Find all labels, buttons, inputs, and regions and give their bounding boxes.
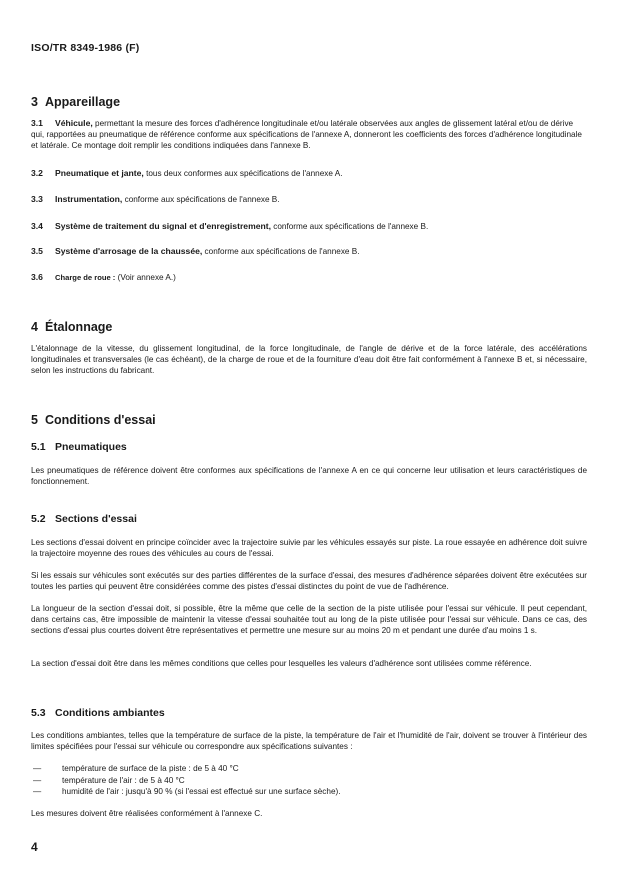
subsection-5-2-paragraph-1: Les sections d'essai doivent en principe coïncider avec la trajectoire suivie par les véhicules essayés sur piste. La roue essayée en adhérence doit suivre la trajectoire moyenne des roues des véhicules au cours de l'essai. xyxy=(31,538,587,558)
subsection-title: Conditions ambiantes xyxy=(55,707,165,719)
clause-number: 3.4 xyxy=(31,221,43,231)
clause-number: 3.3 xyxy=(31,194,43,204)
subsection-title: Sections d'essai xyxy=(55,513,137,525)
clause-term: Système de traitement du signal et d'enregistrement, xyxy=(55,221,271,231)
list-item-text: température de l'air : de 5 à 40 °C xyxy=(62,775,185,785)
section-number: 3 xyxy=(31,95,38,109)
clause-number: 3.1 xyxy=(31,118,43,128)
clause-3-3 xyxy=(31,194,587,205)
clause-3-6 xyxy=(31,272,587,283)
list-item-text: température de surface de la piste : de 5 à 40 °C xyxy=(62,764,239,773)
subsection-5-1-heading xyxy=(31,441,127,453)
dash-bullet: — xyxy=(33,764,42,773)
subsection-5-1-text: Les pneumatiques de référence doivent être conformes aux spécifications de l'annexe A en ce qui concerne leur utilisation et leurs caractéristiques de fonctionnement. xyxy=(31,466,587,486)
clause-3-2 xyxy=(31,168,587,179)
list-item xyxy=(31,763,587,775)
clause-term: Véhicule, xyxy=(55,118,93,128)
subsection-5-3-paragraph-2: Les mesures doivent être réalisées conformément à l'annexe C. xyxy=(31,809,263,818)
section-title: Appareillage xyxy=(45,95,121,109)
clause-text: permettant la mesure des forces d'adhérence longitudinale et/ou latérale observées aux angles de glissement latéral et/ou de dérive qui, rapportées au pneumatique de référence conforme aux spécifications de l'annexe A, donneront les coefficients des forces d'adhérence longitudinale et latérale. Ce montage doit remplir les conditions indiquées dans l'annexe B. xyxy=(31,119,582,150)
subsection-5-3-paragraph-1: Les conditions ambiantes, telles que la température de surface de la piste, la température de l'air et l'humidité de l'air, doivent se trouver à l'intérieur des limites spécifiées pour l'essai sur véhicule ou correspondre aux spécifications suivantes : xyxy=(31,731,587,751)
dash-bullet: — xyxy=(33,787,42,796)
clause-text: (Voir annexe A.) xyxy=(115,273,176,282)
clause-term: Pneumatique et jante, xyxy=(55,168,144,178)
subsection-number: 5.2 xyxy=(31,513,46,525)
document-id-header: ISO/TR 8349-1986 (F) xyxy=(31,42,140,54)
list-item xyxy=(31,775,587,787)
clause-3-5 xyxy=(31,246,587,257)
subsection-number: 5.1 xyxy=(31,441,46,453)
subsection-5-2-paragraph-4: La section d'essai doit être dans les mêmes conditions que celles pour lesquelles les valeurs d'adhérence sont utilisées comme référence. xyxy=(31,659,532,668)
list-item xyxy=(31,786,587,798)
section-4-heading xyxy=(31,320,112,334)
section-title: Étalonnage xyxy=(45,320,113,334)
clause-3-4 xyxy=(31,221,587,232)
section-4-text: L'étalonnage de la vitesse, du glissement longitudinal, de la force longitudinale, de l'angle de dérive et de la force latérale, des accélérations longitudinales et transversales (le cas échéant), de la charge de roue et de la fourniture d'eau doit être fait conformément à l'annexe B et, si nécessaire, selon les instructions du fabricant. xyxy=(31,344,587,375)
section-title: Conditions d'essai xyxy=(45,413,156,427)
subsection-5-2-paragraph-3: La longueur de la section d'essai doit, si possible, être la même que celle de la section de la piste utilisée pour l'essai sur véhicule. Il peut cependant, dans certains cas, être impossible de maintenir la vitesse d'essai souhaitée tout au long de la piste utilisée pour l'essai sur véhicule. Dans ce cas, des sections d'essai plus courtes doivent être représentatives et permettre une mesure sur au moins 20 m et pendant une durée d'au moins 1 s. xyxy=(31,604,587,635)
clause-number: 3.5 xyxy=(31,246,43,256)
clause-text: tous deux conformes aux spécifications de l'annexe A. xyxy=(143,169,343,178)
subsection-title: Pneumatiques xyxy=(55,441,127,453)
clause-number: 3.2 xyxy=(31,168,43,178)
section-5-heading xyxy=(31,413,156,427)
subsection-5-2-heading xyxy=(31,513,137,525)
section-3-heading xyxy=(31,95,120,109)
clause-text: conforme aux spécifications de l'annexe B. xyxy=(122,195,280,204)
clause-term: Système d'arrosage de la chaussée, xyxy=(55,246,203,256)
clause-number: 3.6 xyxy=(31,272,43,282)
clause-text: conforme aux spécifications de l'annexe B. xyxy=(202,247,360,256)
section-number: 4 xyxy=(31,320,38,334)
clause-3-1 xyxy=(31,118,587,151)
section-number: 5 xyxy=(31,413,38,427)
subsection-5-3-heading xyxy=(31,707,165,719)
clause-term: Charge de roue : xyxy=(55,273,116,282)
subsection-5-2-paragraph-2: Si les essais sur véhicules sont exécutés sur des parties différentes de la surface d'essai, des mesures d'adhérence séparées doivent être exécutées sur toutes les parties qui peuvent être considérées comme des pistes d'essai distinctes du point de vue de l'adhérence. xyxy=(31,571,587,591)
ambient-conditions-list xyxy=(31,763,587,798)
subsection-number: 5.3 xyxy=(31,707,46,719)
list-item-text: humidité de l'air : jusqu'à 90 % (si l'essai est effectué sur une surface sèche). xyxy=(62,787,341,796)
page-number: 4 xyxy=(31,840,38,854)
clause-term: Instrumentation, xyxy=(55,194,123,204)
dash-bullet: — xyxy=(33,775,42,785)
clause-text: conforme aux spécifications de l'annexe B. xyxy=(271,222,429,231)
